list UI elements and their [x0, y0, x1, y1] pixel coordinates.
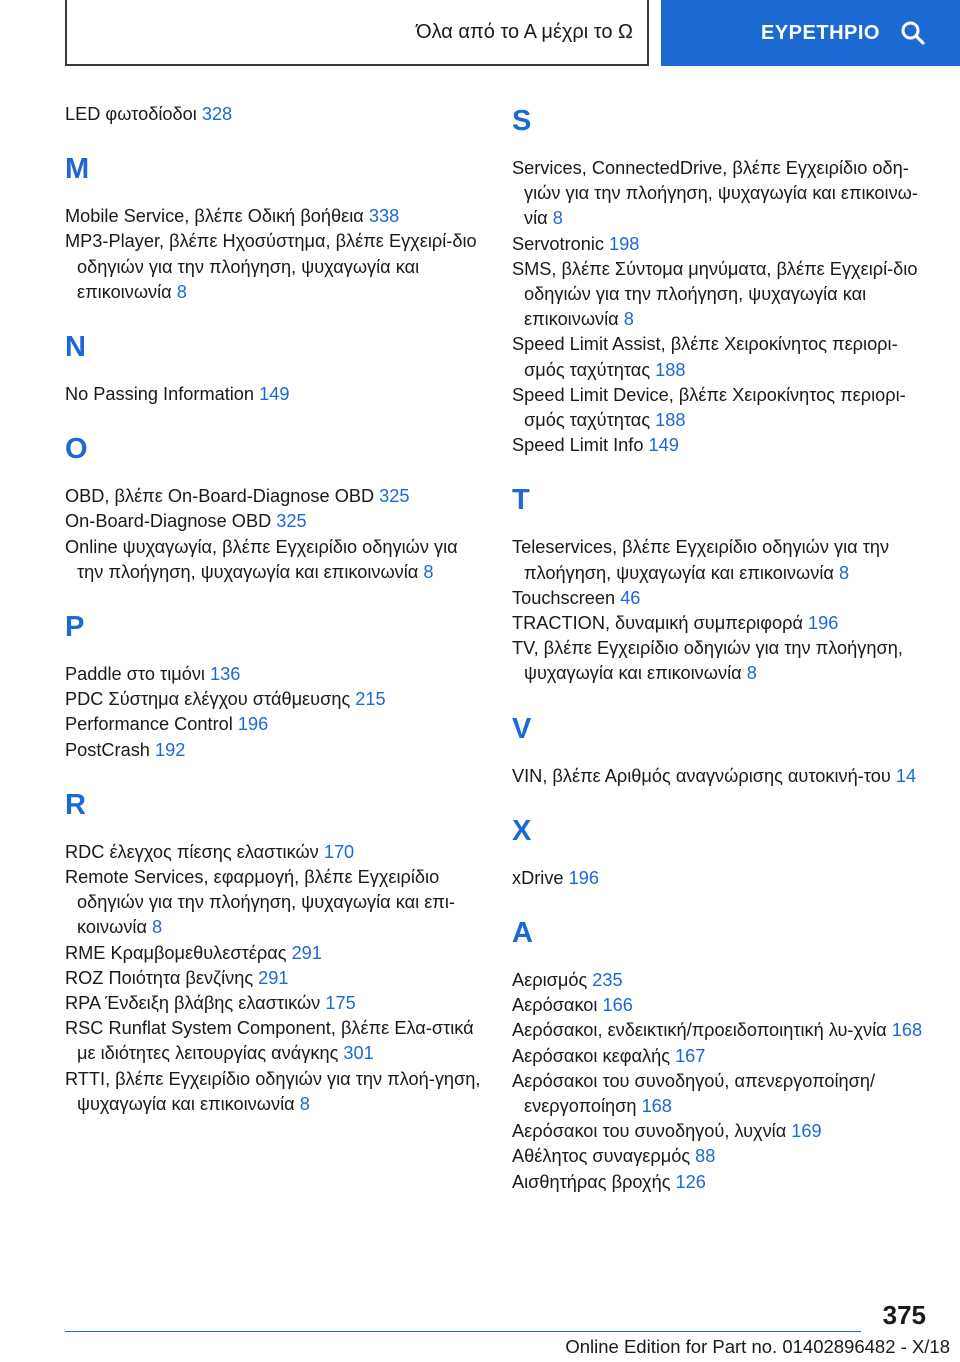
index-entry-text: MP3-Player, βλέπε Ηχοσύστημα, βλέπε Εγχειρί-διο οδηγιών για την πλοήγηση, ψυχαγωγία και επικοινωνία — [65, 231, 477, 302]
index-entry — [65, 966, 485, 991]
index-section — [512, 812, 932, 891]
index-entry-page-link[interactable]: 167 — [675, 1045, 706, 1066]
index-entry — [65, 535, 485, 585]
index-entry-page-link[interactable]: 170 — [323, 841, 355, 862]
index-entry — [65, 509, 485, 534]
index-section — [512, 914, 932, 1195]
index-entry — [512, 636, 932, 686]
index-entry-text: RPA Ένδειξη βλάβης ελαστικών — [65, 993, 326, 1014]
index-entry-text: PDC Σύστημα ελέγχου στάθμευσης — [65, 689, 356, 710]
index-entry-page-link[interactable]: 8 — [746, 663, 757, 684]
index-entry-text: Αθέλητος συναγερμός — [512, 1146, 696, 1167]
index-entry-text: Αερόσακοι, ενδεικτική/προειδοποιητική λυ-χνία — [512, 1020, 892, 1041]
index-entry — [65, 865, 485, 941]
index-entry-text: Αερισμός — [512, 970, 593, 991]
index-entry — [512, 257, 932, 333]
index-section-letter: M — [65, 153, 90, 186]
index-entry-text: Remote Services, εφαρμογή, βλέπε Εγχειρίδιο οδηγιών για την πλοήγηση, ψυχαγωγία και επι-κοινωνία — [65, 867, 455, 938]
index-entry — [65, 382, 485, 407]
footer-edition: Online Edition for Part no. 01402896482 - X/18 — [565, 1336, 950, 1357]
index-entry — [512, 332, 932, 382]
index-entry — [512, 1069, 932, 1119]
index-entry-page-link[interactable]: 192 — [154, 739, 186, 760]
index-section-letter: Α — [512, 917, 533, 950]
index-entry-page-link[interactable]: 168 — [891, 1020, 923, 1041]
index-entry — [65, 941, 485, 966]
index-entry-page-link[interactable]: 301 — [343, 1043, 374, 1064]
index-entry — [512, 968, 932, 993]
index-entry-page-link[interactable]: 338 — [368, 206, 400, 227]
index-entry — [512, 433, 932, 458]
index-section — [65, 150, 485, 305]
index-entry — [512, 1044, 932, 1069]
index-entry-page-link[interactable]: 175 — [325, 993, 356, 1014]
index-entry — [65, 662, 485, 687]
search-icon[interactable] — [900, 20, 926, 46]
index-entry — [512, 232, 932, 257]
index-entry-text: Touchscreen — [512, 587, 621, 608]
index-entry-text: ROZ Ποιότητα βενζίνης — [65, 967, 259, 988]
index-entry-page-link[interactable]: 166 — [602, 995, 633, 1016]
index-section — [512, 481, 932, 686]
index-section-letter: X — [512, 814, 532, 847]
index-entry-page-link[interactable]: 149 — [259, 384, 290, 405]
index-entry — [512, 764, 932, 789]
index-section-letter: S — [512, 105, 532, 137]
index-entry-page-link[interactable]: 46 — [620, 587, 641, 608]
index-entry-text: VIN, βλέπε Αριθμός αναγνώρισης αυτοκινή-του — [512, 765, 896, 786]
index-entry-page-link[interactable]: 325 — [379, 486, 410, 507]
index-entry-page-link[interactable]: 88 — [695, 1146, 716, 1167]
index-section-letter: P — [65, 611, 85, 644]
index-entry-text: Servotronic — [512, 233, 610, 254]
index-entry-page-link[interactable]: 126 — [675, 1171, 706, 1192]
index-entry-text: PostCrash — [65, 739, 155, 760]
index-entry — [65, 204, 485, 229]
index-entry — [512, 611, 932, 636]
index-column-right — [512, 102, 932, 1218]
index-entry-text: RSC Runflat System Component, βλέπε Ελα-στικά με ιδιότητες λειτουργίας ανάγκης — [65, 1018, 474, 1064]
index-entry-text: On-Board-Diagnose OBD — [65, 511, 277, 532]
index-entry-text: Αερόσακοι κεφαλής — [512, 1045, 676, 1066]
index-entry-page-link[interactable]: 188 — [655, 359, 686, 380]
index-entry-text: TV, βλέπε Εγχειρίδιο οδηγιών για την πλοήγηση, ψυχαγωγία και επικοινωνία — [512, 638, 903, 684]
index-entry-page-link[interactable]: 198 — [609, 233, 640, 254]
index-entry-page-link[interactable]: 149 — [648, 435, 679, 456]
index-entry-text: No Passing Information — [65, 384, 260, 405]
index-section-letter: N — [65, 331, 86, 364]
index-entry-text: Mobile Service, βλέπε Οδική βοήθεια — [65, 206, 369, 227]
index-entry — [512, 1018, 932, 1043]
index-entry — [65, 102, 485, 127]
index-entry-text: Performance Control — [65, 714, 238, 735]
index-entry-page-link[interactable]: 8 — [623, 309, 634, 330]
index-entry — [512, 383, 932, 433]
chapter-tab-label: Όλα από το Α μέχρι το Ω — [416, 20, 633, 43]
index-entry-page-link[interactable]: 136 — [210, 664, 241, 685]
index-entry — [65, 229, 485, 305]
index-entry — [65, 1016, 485, 1066]
index-entry — [512, 535, 932, 585]
index-entry — [65, 484, 485, 509]
index-entry-page-link[interactable]: 215 — [355, 689, 386, 710]
index-entry — [512, 156, 932, 232]
index-entry-page-link[interactable]: 169 — [791, 1121, 822, 1142]
index-entry-text: Speed Limit Device, βλέπε Χειροκίνητος περιορι-σμός ταχύτητας — [512, 384, 906, 431]
index-column-left — [65, 102, 485, 1140]
header-tabs — [0, 0, 960, 66]
index-entry-text: Teleservices, βλέπε Εγχειρίδιο οδηγιών για την πλοήγηση, ψυχαγωγία και επικοινωνία — [512, 537, 890, 583]
index-entry — [65, 991, 485, 1016]
index-entry — [65, 840, 485, 865]
index-entry-text: xDrive — [512, 867, 569, 888]
index-section-top — [65, 102, 485, 127]
index-section — [65, 328, 485, 407]
index-entry-page-link[interactable]: 196 — [808, 613, 839, 634]
index-entry-text: Speed Limit Assist, βλέπε Χειροκίνητος περιορι-σμός ταχύτητας — [512, 334, 898, 380]
index-section-letter: V — [512, 712, 532, 745]
index-entry — [65, 712, 485, 737]
index-entry-text: Services, ConnectedDrive, βλέπε Εγχειρίδιο οδη-γιών για την πλοήγηση, ψυχαγωγία και επικοινω-νία — [512, 158, 918, 229]
index-entry-text: Αερόσακοι — [512, 995, 603, 1016]
index-entry — [512, 866, 932, 891]
index-section-letter: R — [65, 788, 86, 821]
index-section-letter: T — [512, 484, 530, 517]
index-entry — [512, 993, 932, 1018]
index-entry-page-link[interactable]: 188 — [655, 410, 686, 431]
index-entry-text: SMS, βλέπε Σύντομα μηνύματα, βλέπε Εγχειρί-διο οδηγιών για την πλοήγηση, ψυχαγωγία και επικοινωνία — [512, 258, 918, 330]
index-section — [65, 608, 485, 763]
index-entry-page-link[interactable]: 8 — [152, 917, 163, 938]
footer-divider — [65, 1331, 861, 1332]
index-entry-text: Αερόσακοι του συνοδηγού, απενεργοποίηση/ενεργοποίηση — [512, 1070, 876, 1117]
index-entry-page-link[interactable]: 8 — [423, 561, 434, 582]
index-entry-text: RDC έλεγχος πίεσης ελαστικών — [65, 841, 324, 862]
index-entry — [512, 586, 932, 611]
index-entry — [512, 1119, 932, 1144]
index-entry-text: Αερόσακοι του συνοδηγού, λυχνία — [512, 1121, 792, 1142]
index-entry-text: OBD, βλέπε On-Board-Diagnose OBD — [65, 486, 380, 507]
index-entry-text: Paddle στο τιμόνι — [65, 664, 211, 685]
index-entry-page-link[interactable]: 8 — [552, 208, 563, 229]
index-entry-page-link[interactable]: 8 — [838, 562, 850, 583]
index-section — [512, 710, 932, 789]
index-section — [65, 430, 485, 585]
index-entry — [65, 687, 485, 712]
index-section-letter: O — [65, 433, 88, 466]
index-entry — [65, 1067, 485, 1117]
index-entry-text: Online ψυχαγωγία, βλέπε Εγχειρίδιο οδηγιών για την πλοήγηση, ψυχαγωγία και επικοινωνία — [65, 536, 458, 582]
index-section — [512, 102, 932, 458]
index-entry-page-link[interactable]: 325 — [276, 511, 307, 532]
index-entry — [512, 1170, 932, 1195]
index-entry-page-link[interactable]: 14 — [895, 765, 917, 786]
index-entry-page-link[interactable]: 8 — [176, 281, 187, 302]
index-entry-text: RTTI, βλέπε Εγχειρίδιο οδηγιών για την πλοή-γηση, ψυχαγωγία και επικοινωνία — [65, 1068, 481, 1114]
index-entry-text: TRACTION, δυναμική συμπεριφορά — [512, 613, 809, 634]
index-tab-label: ΕΥΡΕΤΗΡΙΟ — [761, 21, 880, 44]
page-number: 375 — [882, 1300, 926, 1330]
index-entry-page-link[interactable]: 168 — [641, 1096, 672, 1117]
index-entry — [65, 738, 485, 763]
index-entry — [512, 1144, 932, 1169]
index-entry-page-link[interactable]: 328 — [201, 104, 233, 124]
index-entry-text: LED φωτοδίοδοι — [65, 104, 202, 124]
index-entry-page-link[interactable]: 291 — [291, 942, 322, 963]
index-entry-page-link[interactable]: 291 — [258, 967, 289, 988]
index-entry-page-link[interactable]: 8 — [299, 1093, 310, 1114]
index-entry-page-link[interactable]: 196 — [568, 867, 599, 888]
index-section — [65, 786, 485, 1117]
chapter-tab[interactable] — [65, 0, 649, 66]
index-entry-text: RME Κραμβομεθυλεστέρας — [65, 942, 292, 963]
index-entry-page-link[interactable]: 196 — [237, 714, 269, 735]
index-entry-page-link[interactable]: 235 — [592, 970, 623, 991]
index-entry-text: Αισθητήρας βροχής — [512, 1171, 676, 1192]
index-tab[interactable] — [661, 0, 960, 66]
index-entry-text: Speed Limit Info — [512, 435, 649, 456]
